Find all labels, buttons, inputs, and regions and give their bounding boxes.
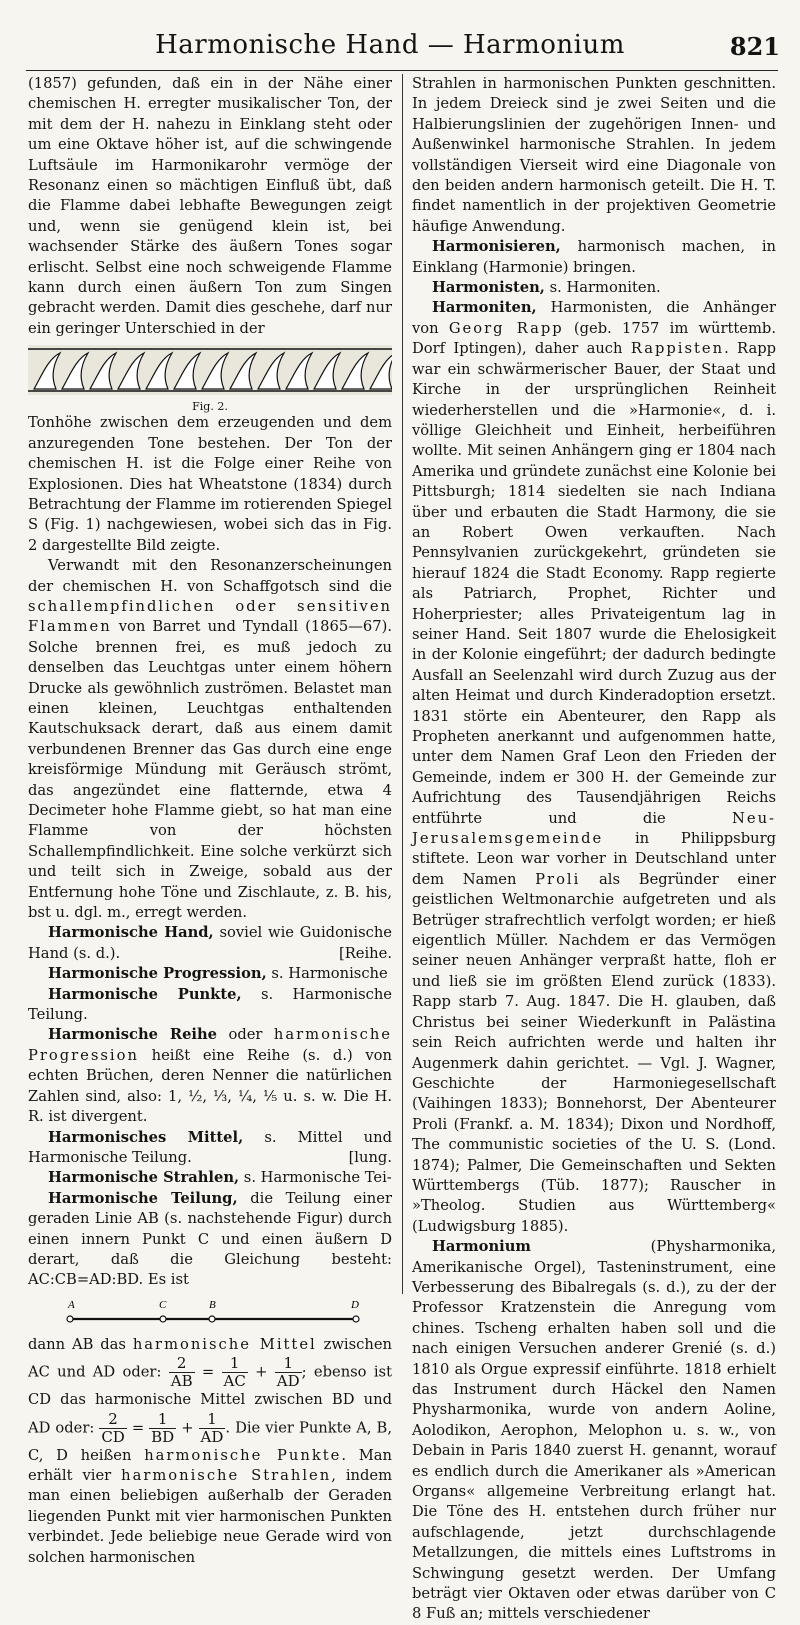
headword: Harmonische Teilung, — [48, 1189, 238, 1207]
headword: Harmonische Progression, — [48, 965, 267, 983]
paragraph-sensitive-flames: Verwandt mit den Resonanzerscheinungen der chemischen H. von Schaffgotsch sind die schallempfindlichen oder sensitiven Flammen von Barret und Tyndall (1865—67). Solche brennen frei, es muß jedoch zu denselben das Leuchtgas unter einem höhern Drucke als gewöhnlich zuströmen. Belastet man einen kleinen, Leuchtgas enthaltenden Kautschuksack derart, daß aus einem damit verbundenen Brenner das Gas durch eine enge kreisförmige Mündung mit Geräusch strömt, das angezündet eine flatternde, etwa 4 Decimeter hohe Flamme giebt, so hat man eine Flamme von der höchsten Schallempfindlichkeit. Eine solche verkürzt sich und teilt sich in Zweige, sobald aus der Entfernung hohe Töne und Zischlaute, z. B. his, bst u. dgl. m., erregt werden. — [28, 557, 392, 922]
header-rule — [26, 70, 778, 71]
point-label-a: A — [68, 1298, 75, 1311]
fraction: $\frac{1}{BD}$ — [151, 1409, 175, 1446]
paragraph-wheatstone: Tonhöhe zwischen dem erzeugenden und dem anzuregenden Tone bestehen. Der Ton der chemischen H. ist die Folge einer Reihe von Explosionen. Dies hat Wheatstone (1834) durch Betrachtung der Flamme im rotierenden Spiegel S (Fig. 1) nachgewiesen, wobei sich das in Fig. 2 dargestellte Bild zeigte. — [28, 414, 392, 554]
point-label-b: B — [209, 1298, 216, 1311]
point-d — [353, 1316, 359, 1322]
figure-2 — [28, 345, 392, 414]
headword: Harmonische Strahlen, — [48, 1169, 240, 1187]
entry-harmonische-strahlen: Harmonische Strahlen, s. Harmonische Tei- — [48, 1169, 392, 1187]
headword: Harmonische Hand, — [48, 924, 214, 942]
fraction: $\frac{2}{CD}$ — [101, 1409, 125, 1446]
point-c — [160, 1316, 166, 1322]
entry-harmonische-hand: Harmonische Hand, soviel wie Guidonische Hand (s. d.). [Reihe. — [28, 924, 392, 962]
headword: Harmonisten, — [432, 279, 545, 297]
headword: Harmonium — [432, 1238, 531, 1256]
entry-harmonium: Harmonium (Physharmonika, Amerikanische Orgel), Tasteninstrument, eine Verbesserung des Bibalregals (s. d.), zu der der Professor Kratzenstein die Anregung vom chines. Tscheng erhalten haben soll und die nach einigen Versuchen anderer Grenié (s. d.) 1810 als Orgue expressif einführte. 1818 erhielt das Instrument durch Häckel den Namen Physharmonika, wurde von andern Aoline, Aolodikon, Aerophon, Melophon u. s. w., von Debain in Paris 1840 zuerst H. genannt, worauf es endlich durch die Amerikaner als »American Organs« allgemeine Verbreitung erlangt hat. Die Töne des H. entstehen durch früher nur aufschlagende, jetzt durchschlagende Metallzungen, die mittels eines Luftstroms in Schwingung gesetzt werden. Der Umfang beträgt vier Oktaven oder etwas darüber von C 8 Fuß an; mittels verschiedener — [412, 1238, 776, 1623]
point-a — [67, 1316, 73, 1322]
right-column — [412, 74, 776, 1625]
fraction: $\frac{1}{AD}$ — [200, 1409, 224, 1446]
entry-harmonische-reihe: Harmonische Reihe oder harmonische Progression heißt eine Reihe (s. d.) von echten Brüchen, deren Nenner die natürlichen Zahlen sind, also: 1, ½, ⅓, ¼, ⅕ u. s. w. Die H. R. ist divergent. — [28, 1026, 393, 1126]
entry-harmoniten: Harmoniten, Harmonisten, die Anhänger von Georg Rapp (geb. 1757 im württemb. Dorf Iptingen), daher auch Rappisten. Rapp war ein schwärmerischer Bauer, der Staat und Kirche in der ursprünglichen Reinheit wiederherstellen und die »Harmonie«, d. i. völlige Gleichheit und Einheit, herbeiführen wollte. Mit seinen Anhängern ging er 1804 nach Amerika und gründete zunächst eine Kolonie bei Pittsburgh; 1814 siedelten sie nach Indiana über und erbauten die Stadt Harmony, die sie an Robert Owen verkauften. Nach Pennsylvanien zurückgekehrt, gründeten sie hierauf 1824 die Stadt Economy. Rapp regierte als Patriarch, Prophet, Richter und Hoherpriester; alles Privateigentum lag in seiner Hand. Seit 1807 wurde die Ehelosigkeit in der Kolonie eingeführt; der dadurch bedingte Ausfall an Seelenzahl wird durch Zuzug aus der alten Heimat und durch Kinderadoption ersetzt. 1831 störte ein Abenteurer, den Rapp als Propheten anerkannt und aufgenommen hatte, unter dem Namen Graf Leon den Frieden der Gemeinde, indem er 300 H. der Gemeinde zur Aufrichtung des Tausendjährigen Reichs entführte und die Neu-Jerusalemsgemeinde in Philippsburg stiftete. Leon war vorher in Deutschland unter dem Namen Proli als Begründer einer geistlichen Weltmonarchie aufgetreten und als Betrüger strafrechtlich verfolgt worden; er hieß eigentlich Müller. Nachdem er das Vermögen seiner neuen Anhänger verpraßt hatte, floh er und ließ sie im größten Elend zurück (1833). Rapp starb 7. Aug. 1847. Die H. glauben, daß Christus bei seiner Wiederkunft in Palästina sein Reich aufrichten werde und halten ihr Augenmerk dahin gerichtet. — Vgl. J. Wagner, Geschichte der Harmoniegesellschaft (Vaihingen 1833); Bonnehorst, Der Abenteurer Proli (Frankf. a. M. 1834); Dixon und Nordhoff, The communistic societies of the U. S. (Lond. 1874); Palmer, Die Gemeinschaften und Sekten Württembergs (Tüb. 1877); Rauscher in »Theolog. Studien aus Württemberg« (Ludwigsburg 1885). — [412, 299, 777, 1235]
entry-harmonisieren: Harmonisieren, harmonisch machen, in Einklang (Harmonie) bringen. — [412, 238, 776, 276]
headword: Harmonisches Mittel, — [48, 1128, 244, 1146]
flame-image — [28, 345, 392, 395]
paragraph-resonance: (1857) gefunden, daß ein in der Nähe einer chemischen H. erregter musikalischer Ton, der mit dem der H. nahezu in Einklang steht oder um eine Oktave höher ist, auf die schwingende Luftsäule im Harmonikarohr vermöge der Resonanz einen so mächtigen Einfluß übt, daß die Flamme dabei lebhafte Bewegungen zeigt und, wenn sie genügend klein ist, bei wachsender Stärke des äußern Tones sogar erlischt. Selbst eine noch schweigende Flamme kann durch einen äußern Ton zum Singen gebracht werden. Damit dies geschehe, darf nur ein geringer Unterschied in der — [28, 75, 392, 337]
fraction: $\frac{1}{AD}$ — [276, 1354, 300, 1391]
paragraph-harmonic-mean: dann AB das harmonische Mittel zwischen AC und AD oder: $\frac{2}{AB}$ = $\frac{1}{AC}$ + $\frac{1}{AD}$ ; ebenso ist CD das harmonische Mittel zwischen BD und AD oder: $\frac{2}{CD}$ = $\frac{1}{BD}$ + $\frac{1}{AD}$ . Die vier Punkte A, B, C, D heißen harmonische Punkte. Man erhält vier harmonische Strahlen, indem man einen beliebigen außerhalb der Geraden liegenden Punkt mit vier harmonischen Punkten verbindet. Jede beliebige neue Gerade wird von solchen harmonischen — [28, 1335, 393, 1566]
entry-harmonisches-mittel: Harmonisches Mittel, s. Mittel und Harmonische Teilung. [lung. — [28, 1128, 392, 1166]
headword: Harmoniten, — [432, 299, 537, 317]
entry-harmonische-progression: Harmonische Progression, s. Harmonische — [48, 965, 388, 983]
point-b — [209, 1316, 215, 1322]
entry-harmonische-teilung: Harmonische Teilung, die Teilung einer geraden Linie AB (s. nachstehende Figur) durch einen innern Punkt C und einen äußern D derart, daß die Gleichung besteht: AC:CB=AD:BD. Es ist — [28, 1189, 392, 1289]
headword: Harmonische Punkte, — [48, 985, 242, 1003]
figure-harmonic-line — [28, 1297, 392, 1329]
figure-2-caption: Fig. 2. — [192, 400, 228, 414]
point-label-d: D — [351, 1298, 359, 1311]
paragraph-harmonic-rays: Strahlen in harmonischen Punkten geschnitten. In jedem Dreieck sind je zwei Seiten und die Halbierungslinien der zugehörigen Innen- und Außenwinkel harmonische Strahlen. In jedem vollständigen Vierseit wird eine Diagonale von den beiden andern harmonisch geteilt. Die H. T. findet namentlich in der projektiven Geometrie häufige Anwendung. — [412, 75, 776, 235]
page-number: 821 — [729, 32, 780, 61]
headword: Harmonische Reihe — [48, 1026, 218, 1044]
column-divider — [402, 74, 403, 1294]
entry-harmonische-punkte: Harmonische Punkte, s. Harmonische Teilung. — [28, 985, 392, 1024]
fraction: $\frac{2}{AB}$ — [170, 1354, 193, 1391]
entry-harmonisten: Harmonisten, s. Harmoniten. — [432, 279, 661, 297]
headword: Harmonisieren, — [432, 238, 561, 256]
fraction: $\frac{1}{AC}$ — [223, 1354, 246, 1391]
point-label-c: C — [159, 1298, 167, 1311]
page-header-title: Harmonische Hand — Harmonium — [155, 30, 625, 60]
left-column — [28, 74, 392, 1568]
